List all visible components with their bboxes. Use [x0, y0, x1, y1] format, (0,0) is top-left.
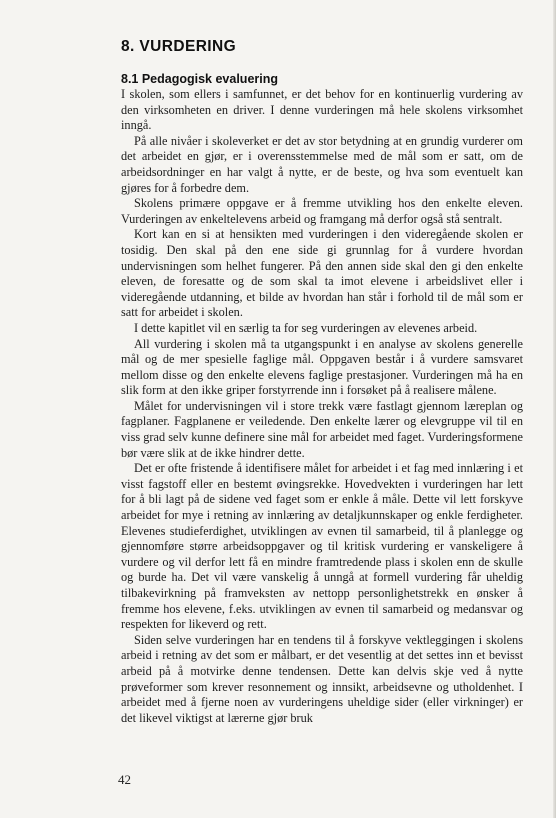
body-text [121, 87, 523, 726]
paragraph: På alle nivåer i skoleverket er det av stor betydning at en grundig vurderer om det arbeidet en gjør, er i overensstemmelse med de mål som er satt, om de arbeidsordninger en har valgt å nytte, er de beste, og hva som eventuelt kan gjøres for å forbedre dem. [121, 133, 523, 195]
chapter-title: 8. VURDERING [121, 38, 237, 55]
paragraph: Kort kan en si at hensikten med vurderingen i den videregående skolen er tosidig. Den skal på den ene side gi grunnlag for å vurdere hvordan undervisningen som helhet fungerer. På den annen side skal den gi den enkelte eleven, de foresatte og de som skal ta imot elevene i arbeidslivet eller i videregående utdanning, et bilde av hvordan han står i forhold til de mål som er satt for arbeidet i skolen. [121, 227, 523, 320]
paragraph: Målet for undervisningen vil i store trekk være fastlagt gjennom læreplan og fagplaner. Fagplanene er veiledende. Den enkelte lærer og elevgruppe vil til en viss grad selv kunne definere sine mål for arbeidet med faget. Vurderingsformene bør være slik at de ikke hindrer dette. [121, 398, 523, 460]
paragraph: Det er ofte fristende å identifisere målet for arbeidet i et fag med innlæring i et visst fagstoff eller en bestemt øvingsrekke. Hovedvekten i vurderingen har lett for å bli lagt på de sidene ved faget som er enkle å måle. Dette vil lett forskyve arbeidet for mye i retning av innlæring av detaljkunnskaper og enkle ferdigheter. Elevenes studieferdighet, utviklingen av evnen til samarbeid, til å planlegge og gjennomføre større arbeidsoppgaver og til kritisk vurdering er vanskeligere å vurdere og vil derfor lett få en mindre framtredende plass i skolen enn de skulle og burde ha. Det vil være vanskelig å unngå at formell vurdering får uheldig tilbakevirkning på framveksten av nettopp personlighetstrekk en ønsker å fremme hos elevene, f.eks. utviklingen av evnen til samarbeid og medansvar og respekten for likeverd og rett. [121, 461, 523, 632]
page-number: 42 [118, 772, 131, 787]
paragraph: I skolen, som ellers i samfunnet, er det behov for en kontinuerlig vurdering av den virksomheten en driver. I denne vurderingen må hele skolens virksomhet inngå. [121, 87, 523, 133]
paragraph: All vurdering i skolen må ta utgangspunkt i en analyse av skolens generelle mål og de mer spesielle faglige mål. Oppgaven består i å vurdere samsvaret mellom disse og den enkelte elevens faglige prestasjoner. Vurderingen må ha en slik form at den ikke griper forstyrrende inn i forsøket på å realisere målene. [121, 336, 523, 398]
paragraph: Skolens primære oppgave er å fremme utvikling hos den enkelte eleven. Vurderingen av enkeltelevens arbeid og framgang må derfor også stå sentralt. [121, 196, 523, 226]
paragraph: Siden selve vurderingen har en tendens til å forskyve vektleggingen i skolens arbeid i retning av det som er målbart, er det vesentlig at det settes inn et bevisst arbeid på å motvirke denne tendensen. Dette kan delvis skje ved å nytte prøveformer som krever resonnement og innsikt, arbeidsevne og utholdenhet. I arbeidet med å fjerne noen av vurderingens uheldige sider (eller virkninger) er det likevel viktigst at lærerne gjør bruk [121, 632, 523, 725]
section-title: 8.1 Pedagogisk evaluering [121, 72, 279, 86]
paragraph: I dette kapitlet vil en særlig ta for seg vurderingen av elevenes arbeid. [134, 320, 478, 335]
